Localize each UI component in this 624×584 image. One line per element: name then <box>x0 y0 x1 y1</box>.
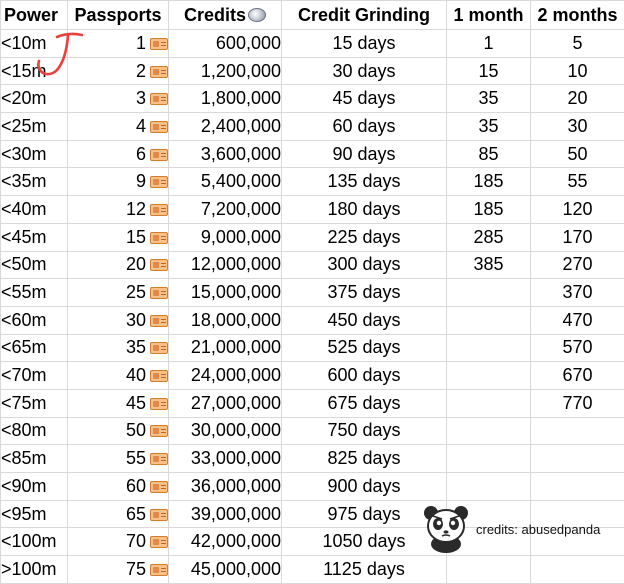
cell-one-month <box>447 362 531 390</box>
cell-credits: 33,000,000 <box>169 445 282 473</box>
table-row <box>1 196 624 224</box>
cell-credit-grinding: 1125 days <box>282 556 447 584</box>
cell-one-month: 35 <box>447 113 531 141</box>
cell-power: <75m <box>1 389 68 417</box>
passport-icon <box>150 536 168 548</box>
passport-count: 30 <box>126 310 146 331</box>
cell-two-months: 670 <box>531 362 624 390</box>
table-row <box>1 389 624 417</box>
passport-icon <box>150 425 168 437</box>
cell-credit-grinding: 975 days <box>282 500 447 528</box>
passport-icon <box>150 259 168 271</box>
passport-count: 2 <box>136 61 146 82</box>
cell-credits: 1,200,000 <box>169 57 282 85</box>
header-credit-grinding: Credit Grinding <box>282 1 447 30</box>
cell-passports <box>68 417 169 445</box>
table-row <box>1 334 624 362</box>
cell-credit-grinding: 45 days <box>282 85 447 113</box>
passport-icon <box>150 176 168 188</box>
cell-one-month: 35 <box>447 85 531 113</box>
cell-two-months: 50 <box>531 140 624 168</box>
table-row <box>1 57 624 85</box>
cell-two-months <box>531 473 624 501</box>
cell-power: <95m <box>1 500 68 528</box>
cell-one-month <box>447 445 531 473</box>
cell-two-months <box>531 445 624 473</box>
header-power: Power <box>1 1 68 30</box>
cell-two-months: 470 <box>531 306 624 334</box>
passport-icon <box>150 121 168 133</box>
passport-icon <box>150 481 168 493</box>
passport-icon <box>150 342 168 354</box>
cell-power: <65m <box>1 334 68 362</box>
table-row <box>1 473 624 501</box>
cell-credit-grinding: 675 days <box>282 389 447 417</box>
cell-power: <10m <box>1 30 68 58</box>
cell-credits: 27,000,000 <box>169 389 282 417</box>
cell-credit-grinding: 825 days <box>282 445 447 473</box>
cell-credits: 45,000,000 <box>169 556 282 584</box>
table-row <box>1 223 624 251</box>
cell-two-months: 55 <box>531 168 624 196</box>
passport-count: 4 <box>136 116 146 137</box>
table-body <box>1 30 624 584</box>
cell-passports <box>68 556 169 584</box>
table-row <box>1 306 624 334</box>
cell-passports <box>68 113 169 141</box>
passport-count: 70 <box>126 531 146 552</box>
cell-credit-grinding: 525 days <box>282 334 447 362</box>
cell-credit-grinding: 225 days <box>282 223 447 251</box>
header-passports: Passports <box>68 1 169 30</box>
passport-count: 35 <box>126 337 146 358</box>
cell-credits: 15,000,000 <box>169 279 282 307</box>
cell-credit-grinding: 30 days <box>282 57 447 85</box>
passport-count: 65 <box>126 504 146 525</box>
cell-power: <25m <box>1 113 68 141</box>
cell-power: <40m <box>1 196 68 224</box>
cell-two-months: 570 <box>531 334 624 362</box>
cell-power: <80m <box>1 417 68 445</box>
cell-power: <70m <box>1 362 68 390</box>
cell-passports <box>68 140 169 168</box>
passport-icon <box>150 38 168 50</box>
cell-one-month: 1 <box>447 30 531 58</box>
table-row <box>1 168 624 196</box>
cell-credit-grinding: 900 days <box>282 473 447 501</box>
table-row <box>1 279 624 307</box>
cell-one-month: 185 <box>447 168 531 196</box>
passport-icon <box>150 66 168 78</box>
cell-passports <box>68 389 169 417</box>
cell-passports <box>68 196 169 224</box>
header-row <box>1 1 624 30</box>
table-row <box>1 445 624 473</box>
passport-count: 15 <box>126 227 146 248</box>
table-row <box>1 556 624 584</box>
cell-two-months: 170 <box>531 223 624 251</box>
cell-passports <box>68 445 169 473</box>
cell-credit-grinding: 180 days <box>282 196 447 224</box>
cell-one-month <box>447 417 531 445</box>
cell-one-month <box>447 556 531 584</box>
cell-one-month <box>447 389 531 417</box>
passport-count: 60 <box>126 476 146 497</box>
cell-credits: 1,800,000 <box>169 85 282 113</box>
cell-power: <85m <box>1 445 68 473</box>
cell-credits: 21,000,000 <box>169 334 282 362</box>
cell-credit-grinding: 450 days <box>282 306 447 334</box>
cell-credits: 7,200,000 <box>169 196 282 224</box>
cell-power: <50m <box>1 251 68 279</box>
passport-count: 45 <box>126 393 146 414</box>
cell-two-months <box>531 417 624 445</box>
cell-credits: 12,000,000 <box>169 251 282 279</box>
cell-credit-grinding: 375 days <box>282 279 447 307</box>
table-row <box>1 113 624 141</box>
cell-power: <15m <box>1 57 68 85</box>
cell-one-month <box>447 306 531 334</box>
passport-count: 9 <box>136 171 146 192</box>
table-row <box>1 30 624 58</box>
cell-credit-grinding: 15 days <box>282 30 447 58</box>
cell-credit-grinding: 750 days <box>282 417 447 445</box>
passport-icon <box>150 93 168 105</box>
cell-passports <box>68 168 169 196</box>
table-row <box>1 85 624 113</box>
cell-credit-grinding: 135 days <box>282 168 447 196</box>
cell-credits: 3,600,000 <box>169 140 282 168</box>
passport-count: 20 <box>126 254 146 275</box>
cell-power: <55m <box>1 279 68 307</box>
cell-two-months: 770 <box>531 389 624 417</box>
cell-passports <box>68 500 169 528</box>
cell-credits: 30,000,000 <box>169 417 282 445</box>
passport-count: 75 <box>126 559 146 580</box>
cell-credits: 36,000,000 <box>169 473 282 501</box>
cell-power: <45m <box>1 223 68 251</box>
cell-power: <60m <box>1 306 68 334</box>
cell-passports <box>68 528 169 556</box>
passport-count: 40 <box>126 365 146 386</box>
header-one-month: 1 month <box>447 1 531 30</box>
passport-count: 6 <box>136 144 146 165</box>
passport-icon <box>150 398 168 410</box>
cell-one-month <box>447 334 531 362</box>
credit-text: credits: abusedpanda <box>476 522 600 537</box>
passport-icon <box>150 509 168 521</box>
cell-credits: 9,000,000 <box>169 223 282 251</box>
cell-one-month: 185 <box>447 196 531 224</box>
passport-count: 1 <box>136 33 146 54</box>
cell-two-months: 30 <box>531 113 624 141</box>
cell-credit-grinding: 600 days <box>282 362 447 390</box>
passport-count: 25 <box>126 282 146 303</box>
passport-count: 50 <box>126 420 146 441</box>
cell-one-month <box>447 473 531 501</box>
cell-passports <box>68 279 169 307</box>
cell-credits: 5,400,000 <box>169 168 282 196</box>
cell-one-month: 385 <box>447 251 531 279</box>
cell-credit-grinding: 1050 days <box>282 528 447 556</box>
cell-power: >100m <box>1 556 68 584</box>
cell-two-months: 5 <box>531 30 624 58</box>
cell-passports <box>68 334 169 362</box>
cell-credits: 42,000,000 <box>169 528 282 556</box>
passport-icon <box>150 370 168 382</box>
cell-credits: 600,000 <box>169 30 282 58</box>
cell-passports <box>68 30 169 58</box>
passport-icon <box>150 204 168 216</box>
passport-icon <box>150 564 168 576</box>
cell-power: <100m <box>1 528 68 556</box>
cell-passports <box>68 223 169 251</box>
cell-passports <box>68 251 169 279</box>
passport-icon <box>150 315 168 327</box>
cell-one-month: 85 <box>447 140 531 168</box>
cell-passports <box>68 57 169 85</box>
cell-passports <box>68 85 169 113</box>
cell-credits: 2,400,000 <box>169 113 282 141</box>
cell-credit-grinding: 60 days <box>282 113 447 141</box>
cell-two-months: 270 <box>531 251 624 279</box>
header-credits <box>169 1 282 30</box>
cell-one-month <box>447 279 531 307</box>
cell-two-months: 10 <box>531 57 624 85</box>
table-row <box>1 140 624 168</box>
cell-power: <20m <box>1 85 68 113</box>
passport-icon <box>150 232 168 244</box>
credit-coin-icon <box>248 8 266 22</box>
header-two-months: 2 months <box>531 1 624 30</box>
cell-credits: 24,000,000 <box>169 362 282 390</box>
cell-passports <box>68 473 169 501</box>
header-credits-label: Credits <box>184 5 246 26</box>
cell-credits: 39,000,000 <box>169 500 282 528</box>
cell-two-months: 20 <box>531 85 624 113</box>
cell-passports <box>68 306 169 334</box>
cell-two-months: 120 <box>531 196 624 224</box>
cell-power: <35m <box>1 168 68 196</box>
table-row <box>1 251 624 279</box>
table-row <box>1 362 624 390</box>
passport-count: 3 <box>136 88 146 109</box>
cell-two-months: 370 <box>531 279 624 307</box>
credit-watermark <box>422 503 622 555</box>
passport-count: 12 <box>126 199 146 220</box>
cell-one-month: 285 <box>447 223 531 251</box>
passport-count: 55 <box>126 448 146 469</box>
passport-icon <box>150 287 168 299</box>
cell-credit-grinding: 300 days <box>282 251 447 279</box>
passport-icon <box>150 149 168 161</box>
table-row <box>1 417 624 445</box>
cell-power: <30m <box>1 140 68 168</box>
cell-credit-grinding: 90 days <box>282 140 447 168</box>
passport-icon <box>150 453 168 465</box>
cell-power: <90m <box>1 473 68 501</box>
cell-passports <box>68 362 169 390</box>
cell-one-month: 15 <box>447 57 531 85</box>
cell-two-months <box>531 556 624 584</box>
cell-credits: 18,000,000 <box>169 306 282 334</box>
panda-mascot-icon <box>422 504 470 554</box>
